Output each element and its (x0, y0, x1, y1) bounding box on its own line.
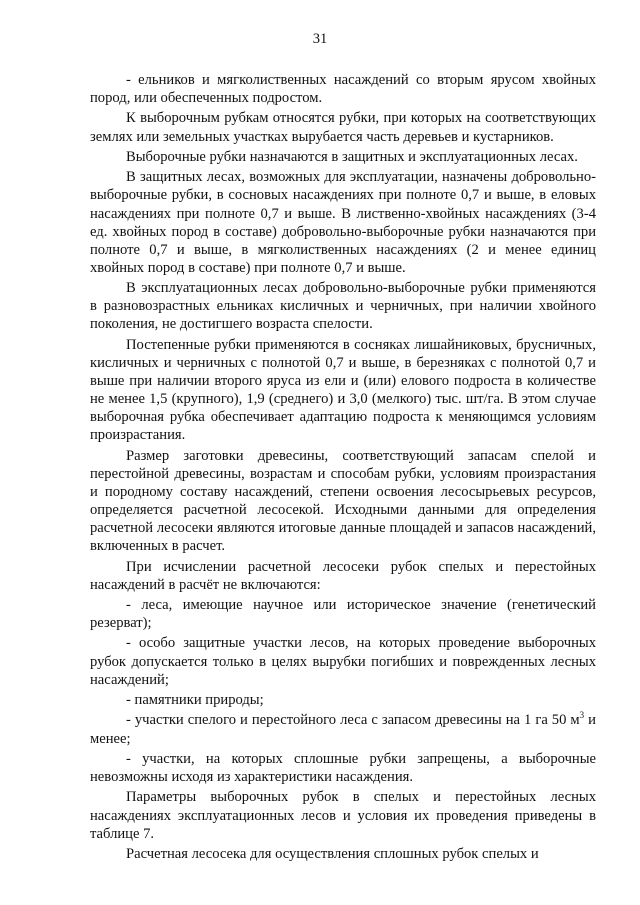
list-item-low-volume-sites (90, 711, 596, 747)
paragraph-gradual-cuttings: Постепенные рубки применяются в сосняках лишайниковых, брусничных, кисличных и черничных с полнотой 0,7 и выше, в березняках с полнотой 0,7 и выше при наличии второго яруса из ели и (или) елового подроста в количестве не менее 1,5 (крупного), 1,9 (среднего) и 3,0 (мелкого) тыс. шт/га. В этом случае выборочная рубка обеспечивает адаптацию подроста к меняющимся условиям произрастания. (90, 336, 596, 444)
paragraph-table-reference: Параметры выборочных рубок в спелых и перестойных лесных насаждениях эксплуатационных лесов и условия их проведения приведены в таблице 7. (90, 789, 596, 842)
paragraph-exploitation-forests: В эксплуатационных лесах добровольно-выборочные рубки применяются в разновозрастных ельниках кисличных и черничных, при наличии хвойного поколения, не достигшего возраста спелости. (90, 280, 596, 333)
paragraph-selective-definition: К выборочным рубкам относятся рубки, при которых на соответствующих землях или земельных участках вырубается часть деревьев и кустарников. (90, 110, 596, 145)
list-item-protective-sites: - особо защитные участки лесов, на которых проведение выборочных рубок допускается только в целях вырубки погибших и поврежденных лесных насаждений; (90, 635, 596, 688)
list-item-natural-monuments: - памятники природы; (126, 692, 264, 709)
volume-text: - участки спелого и перестойного леса с запасом древесины на 1 га 50 м (126, 712, 580, 729)
paragraph-harvest-volume: Размер заготовки древесины, соответствующий запасам спелой и перестойной древесины, возрастам и способам рубки, условиям произрастания и породному составу насаждений, степени освоения лесосырьевых ресурсов, определяется расчетной лесосекой. Исходными данными для определения расчетной лесосеки являются итоговые данные площадей и запасов насаждений, включенных в расчет. (90, 447, 596, 555)
volume-superscript: 3 (579, 710, 585, 721)
volume-text-end: и менее; (90, 712, 596, 747)
page-number: 31 (312, 31, 328, 47)
paragraph-calculated-cutting: Расчетная лесосека для осуществления сплошных рубок спелых и (126, 846, 539, 862)
list-item-scientific-forests: - леса, имеющие научное или историческое значение (генетический резерват); (90, 597, 596, 632)
list-item-prohibited-sites: - участки, на которых сплошные рубки запрещены, а выборочные невозможны исходя из характеристики насаждения. (90, 750, 596, 786)
document-body (90, 71, 596, 865)
paragraph-exclusions-intro: При исчислении расчетной лесосеки рубок спелых и перестойных насаждений в расчёт не включаются: (90, 558, 596, 593)
paragraph-protective-forests: В защитных лесах, возможных для эксплуатации, назначены добровольно-выборочные рубки, в сосновых насаждениях при полноте 0,7 и выше, в еловых насаждениях при полноте 0,7 и выше. В лиственно-хвойных насаждениях (3-4 ед. хвойных пород в составе) добровольно-выборочные рубки назначаются при полноте 0,7 и выше, в мягколиственных насаждениях (2 и менее единиц хвойных пород в составе) при полноте 0,7 и выше. (90, 169, 596, 276)
paragraph-spruce-stands: - ельников и мягколиственных насаждений со вторым ярусом хвойных пород, или обеспеченных подростом. (90, 72, 596, 107)
paragraph-selective-assignment: Выборочные рубки назначаются в защитных и эксплуатационных лесах. (126, 148, 578, 165)
